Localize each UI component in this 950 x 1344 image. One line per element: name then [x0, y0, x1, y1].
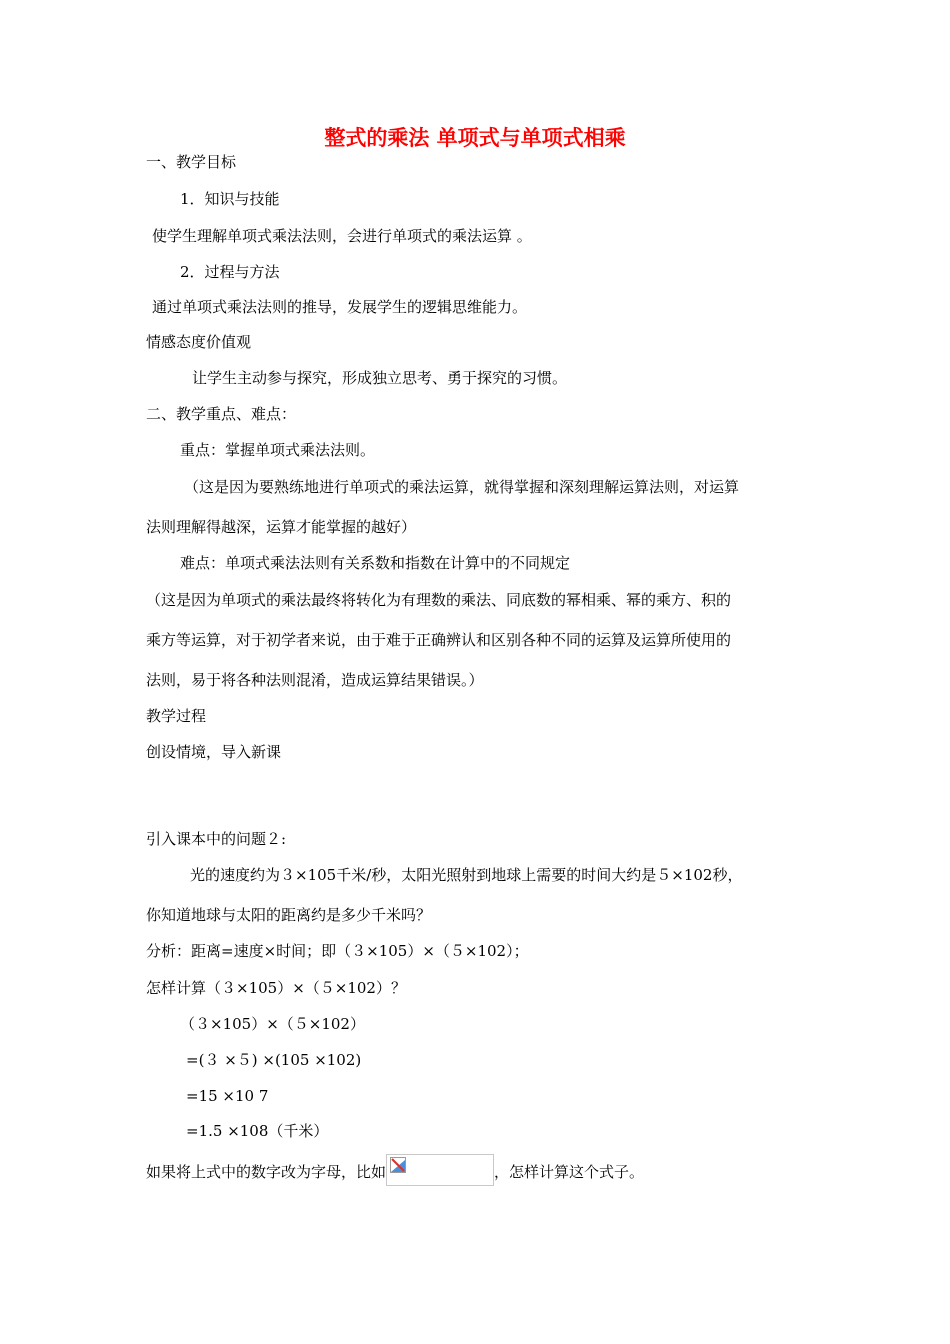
broken-image-icon: [386, 1154, 494, 1186]
math-step: （３×105）×（５×102）: [180, 1015, 365, 1033]
section-heading: 教学过程: [146, 707, 207, 725]
paragraph: （这是因为单项式的乘法最终将转化为有理数的乘法、同底数的幂相乘、幂的乘方、积的: [146, 591, 732, 609]
math-step: =1.5 ×108（千米）: [186, 1122, 329, 1140]
section-heading: 一、教学目标: [146, 153, 237, 171]
paragraph: 难点：单项式乘法法则有关系数和指数在计算中的不同规定: [180, 554, 571, 572]
paragraph: 怎样计算（３×105）×（５×102）？: [146, 979, 406, 997]
subsection-heading: 1．知识与技能: [180, 190, 280, 208]
paragraph: 乘方等运算，对于初学者来说，由于难于正确辨认和区别各种不同的运算及运算所使用的: [146, 631, 732, 649]
subsection-heading: 创设情境，导入新课: [146, 743, 282, 761]
paragraph: 引入课本中的问题２:: [146, 830, 287, 848]
paragraph: 光的速度约为３×105千米/秒，太阳光照射到地球上需要的时间大约是５×102秒，: [190, 866, 743, 884]
paragraph-text: 如果将上式中的数字改为字母，比如: [146, 1163, 387, 1181]
document-title: 整式的乘法 单项式与单项式相乘: [324, 126, 626, 150]
math-step: =(３ ×５) ×(105 ×102): [186, 1051, 362, 1069]
paragraph: （这是因为要熟练地进行单项式的乘法运算，就得掌握和深刻理解运算法则，对运算: [184, 478, 740, 496]
paragraph: 使学生理解单项式乘法法则，会进行单项式的乘法运算 。: [152, 227, 532, 245]
paragraph: 你知道地球与太阳的距离约是多少千米吗？: [146, 906, 432, 924]
paragraph: 法则，易于将各种法则混淆，造成运算结果错误。）: [146, 671, 484, 689]
paragraph: 法则理解得越深，运算才能掌握的越好）: [146, 518, 417, 536]
paragraph-text: ，怎样计算这个式子。: [494, 1163, 645, 1181]
subsection-heading: 2．过程与方法: [180, 263, 280, 281]
subsection-heading: 情感态度价值观: [146, 333, 252, 351]
paragraph: 通过单项式乘法法则的推导，发展学生的逻辑思维能力。: [152, 298, 528, 316]
paragraph: [146, 1160, 644, 1186]
section-heading: 二、教学重点、难点：: [146, 405, 297, 423]
paragraph: 让学生主动参与探究，形成独立思考、勇于探究的习惯。: [192, 369, 568, 387]
paragraph: 重点：掌握单项式乘法法则。: [180, 441, 376, 459]
paragraph: 分析：距离=速度×时间；即（３×105）×（５×102）；: [146, 942, 529, 960]
math-step: =15 ×10 7: [186, 1087, 269, 1105]
